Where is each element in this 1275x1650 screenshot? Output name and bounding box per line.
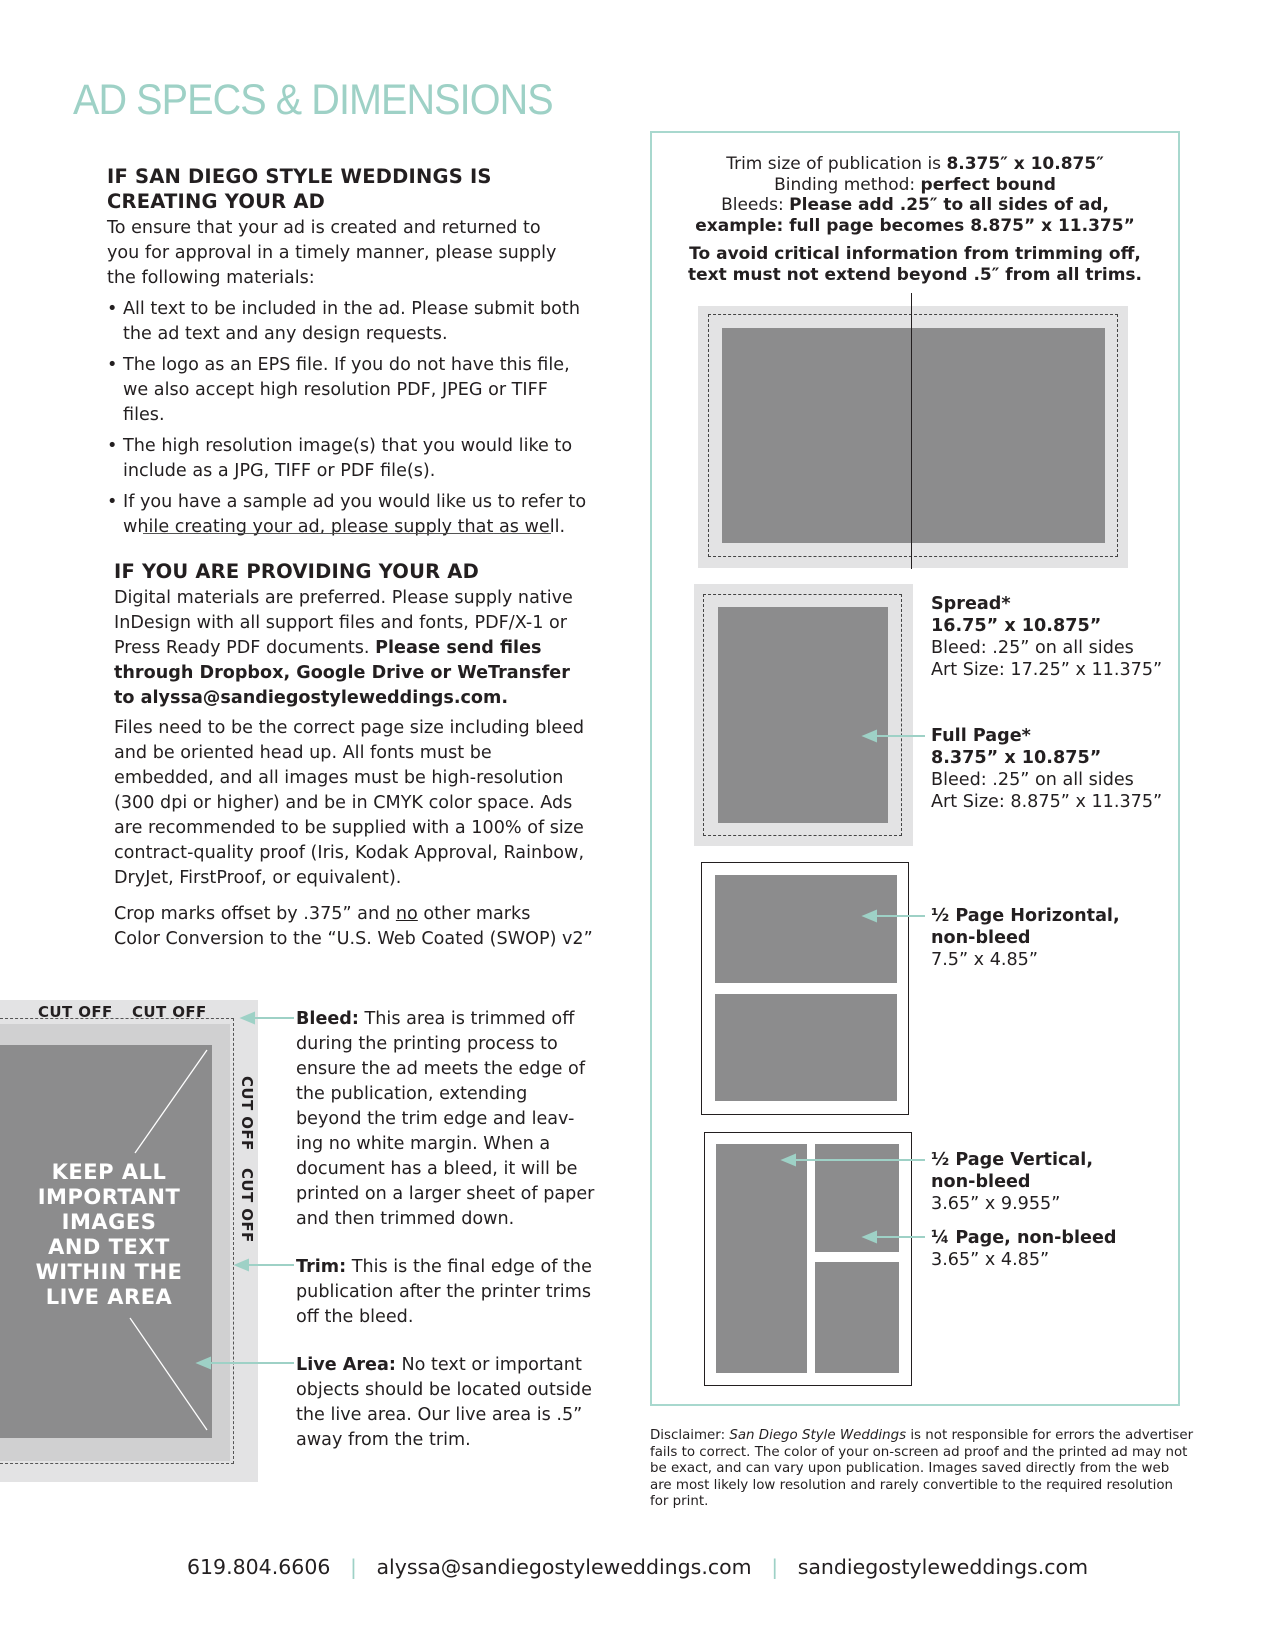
quarter-page-label (931, 1227, 1117, 1271)
color-conversion-note: Color Conversion to the “U.S. Web Coated (SWOP) v2” (114, 929, 593, 949)
spread-label (931, 593, 1162, 681)
providing-paragraph-2: Files need to be the correct page size including bleed and be oriented head up. All fonts must be embedded, and all images must be high-resolution (300 dpi or higher) and be in CMYK color space. Ads are recommended to be supplied with a 100% of size contract-quality proof (Iris, Kodak Approval, Rainbow, DryJet, FirstProof, or equivalent). (114, 718, 585, 888)
trim-size-line (660, 154, 1170, 175)
disclaimer-publication: San Diego Style Weddings (729, 1428, 907, 1443)
half-horizontal-label (931, 905, 1120, 971)
quarter-page-name: ¼ Page, non-bleed (931, 1228, 1117, 1248)
list-item: • All text to be included in the ad. Please submit both the ad text and any design requests. (107, 297, 592, 347)
full-page-dims: 8.375” x 10.875” (931, 748, 1102, 768)
keep-line: AND TEXT (48, 1235, 170, 1259)
full-page-bleed: Bleed: .25” on all sides (931, 770, 1134, 790)
keep-line: WITHIN THE (35, 1260, 183, 1284)
bleeds-example: example: full page becomes 8.875” x 11.375” (695, 215, 1135, 236)
list-item: • If you have a sample ad you would like us to refer to while creating your ad, please supply that as well. (107, 490, 592, 540)
spread-art-area (722, 328, 1105, 543)
bleeds-example-line (660, 216, 1170, 237)
creating-heading-line2: CREATING YOUR AD (107, 190, 326, 213)
half-horizontal-name: ½ Page Horizontal, (931, 906, 1120, 926)
quarter-page-ad-area (815, 1262, 899, 1373)
creating-intro: To ensure that your ad is created and returned to you for approval in a timely manner, please supply the following materials: (107, 218, 557, 288)
keep-line: IMPORTANT (37, 1185, 181, 1209)
disclaimer (650, 1428, 1195, 1511)
keep-line: IMAGES (61, 1210, 157, 1234)
keep-line: KEEP ALL (51, 1160, 167, 1184)
trim-term: Trim: (296, 1257, 347, 1277)
live-term: Live Area: (296, 1355, 396, 1375)
quarter-page-dims: 3.65” x 4.85” (931, 1250, 1050, 1270)
cut-off-label: CUT OFF (238, 1168, 256, 1243)
full-page-art-size: Art Size: 8.875” x 11.375” (931, 792, 1163, 812)
crop-text-a: Crop marks offset by .375” and (114, 904, 396, 924)
half-horizontal-arrow-head (864, 911, 876, 921)
half-vertical-name: ½ Page Vertical, (931, 1150, 1094, 1170)
footer-phone[interactable]: 619.804.6606 (186, 1555, 331, 1579)
keep-line: LIVE AREA (45, 1285, 173, 1309)
bleed-arrow-head (242, 1013, 254, 1023)
providing-paragraph-1 (114, 586, 574, 711)
half-vertical-label (931, 1149, 1093, 1215)
size-arrows (650, 520, 950, 1250)
trim-value: 8.375″ x 10.875″ (946, 154, 1104, 174)
trim-label: Trim size of publication is (726, 154, 947, 174)
half-vertical-type: non-bleed (931, 1172, 1031, 1192)
spread-bleed: Bleed: .25” on all sides (931, 638, 1134, 658)
bleeds-label: Bleeds: (721, 195, 790, 215)
half-horizontal-dims: 7.5” x 4.85” (931, 950, 1038, 970)
spread-dims: 16.75” x 10.875” (931, 616, 1102, 636)
half-vertical-arrow-head (783, 1155, 795, 1165)
trim-arrow-head (236, 1260, 248, 1270)
full-page-label (931, 725, 1162, 813)
live-arrow-head (198, 1358, 210, 1368)
glossary-arrows (180, 1000, 300, 1400)
half-horizontal-type: non-bleed (931, 928, 1031, 948)
crop-no: no (395, 904, 418, 924)
bleeds-value: Please add .25″ to all sides of ad, (789, 195, 1109, 215)
providing-p1-plain: Digital materials are preferred. Please supply native InDesign with all support files and fonts, PDF/X-1 or Press Ready PDF documents. (114, 588, 573, 658)
creating-heading (107, 164, 492, 214)
creating-heading-line1: IF SAN DIEGO STYLE WEDDINGS IS (107, 165, 492, 188)
section-divider (143, 533, 551, 534)
cut-off-label: CUT OFF (132, 1003, 207, 1021)
warning-1: To avoid critical information from trimming off, (689, 244, 1141, 264)
bleeds-line (660, 195, 1170, 216)
trim-def: This is the final edge of the publication after the printer trims off the bleed. (296, 1257, 592, 1327)
warning-line (660, 244, 1170, 265)
footer-separator: | (771, 1555, 779, 1579)
live-def: No text or important objects should be located outside the live area. Our live area is .5” away from the trim. (296, 1355, 592, 1450)
warning-2: text must not extend beyond .5″ from all trims. (687, 264, 1143, 285)
footer-website-link[interactable]: sandiegostyleweddings.com (797, 1555, 1089, 1579)
disclaimer-text: is not responsible for errors the advertiser fails to correct. The color of your on-screen ad proof and the printed ad may not be exact, and can vary upon publication. Images saved directly from the web are most likely low resolution and rarely convertible to the required resolution for print. (650, 1428, 1194, 1510)
list-item: • The logo as an EPS file. If you do not have this file, we also accept high resolution PDF, JPEG or TIFF files. (107, 353, 592, 428)
providing-p1-bold: Please send files through Dropbox, Google Drive or WeTransfer to alyssa@sandiegostyleweddings.com. (114, 638, 570, 708)
materials-list (107, 297, 592, 546)
trim-definition (296, 1255, 596, 1330)
binding-value: perfect bound (920, 174, 1056, 195)
footer-contact (0, 1555, 1275, 1579)
publication-specs (660, 154, 1170, 285)
footer-separator: | (349, 1555, 357, 1579)
spread-art-size: Art Size: 17.25” x 11.375” (931, 660, 1163, 680)
half-vertical-dims: 3.65” x 9.955” (931, 1194, 1061, 1214)
warning-line (660, 265, 1170, 286)
crop-marks-note (114, 902, 530, 927)
bleed-term: Bleed: (296, 1009, 359, 1029)
list-item: • The high resolution image(s) that you would like to include as a JPG, TIFF or PDF file(s). (107, 434, 592, 484)
binding-line (660, 175, 1170, 196)
page-title: AD SPECS & DIMENSIONS (73, 76, 553, 124)
spread-name: Spread* (931, 594, 1011, 614)
disclaimer-label: Disclaimer: (650, 1428, 730, 1443)
cut-off-label: CUT OFF (238, 1076, 256, 1151)
crop-text-b: other marks (417, 904, 531, 924)
providing-heading: IF YOU ARE PROVIDING YOUR AD (114, 560, 479, 583)
full-page-arrow-head (864, 731, 876, 741)
footer-email-link[interactable]: alyssa@sandiegostyleweddings.com (376, 1555, 752, 1579)
binding-label: Binding method: (774, 174, 921, 195)
bleed-def: This area is trimmed off during the printing process to ensure the ad meets the edge of the publication, extending beyond the trim edge and leav-ing no white margin. When a document has a bleed, it will be printed on a larger sheet of paper and then trimmed down. (296, 1009, 595, 1229)
quarter-arrow-head (864, 1232, 876, 1242)
cut-off-label: CUT OFF (38, 1003, 113, 1021)
bleed-definition (296, 1007, 596, 1232)
full-page-name: Full Page* (931, 726, 1031, 746)
live-area-definition (296, 1353, 596, 1453)
